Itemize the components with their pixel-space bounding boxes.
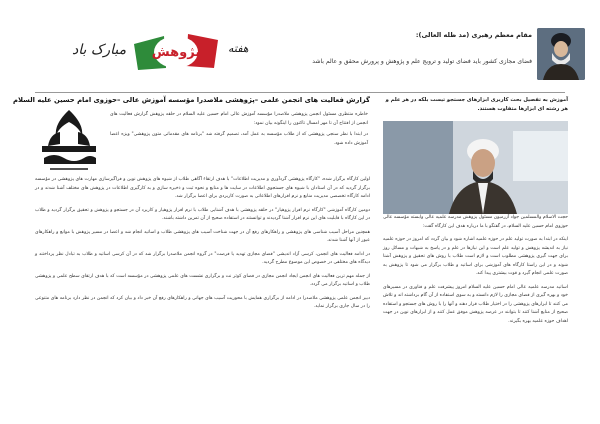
left-paragraph: دبیر انجمن علمی پژوهشی ملاصدرا در ادامه از برگزاری همایش با محوریت آسیب های جهانی و راهکارهای رفع آن خبر داد و بیان کرد که انجمن در نظر دارد برنامه های متنوعی را در سال جاری برگزار نماید. (35, 295, 370, 309)
anjoman-emblem (34, 106, 104, 176)
left-paragraph: اولین کارگاه برگزار شده، "کارگاه پژوهشی گردآوری و مدیریت اطلاعات" با هدف ارتقاء آگاهی طلاب از شیوه های پژوهش نوین و فراگیرسازی مهارت های پژوهشی در مؤسسه برگزار گردید که در آن استادان با شیوه های جستجوی اطلاعات در سایت ها و منابع و نحوه ثبت و ذخیره سازی و به کارگیری اطلاعات در پژوهش های مختلف آشنا شدند و در ادامه کارگاه تخصصی مدیریت منابع و نرم افزارهای اطلاعاتی به صورت کاربردی برای اعضا برگزار شد. (35, 177, 370, 199)
article-title: گزارش فعالیت های انجمن علمی –پژوهشی ملاصدرا مؤسسه آموزش عالی –حوزوی امام حسین علیه السلام (13, 96, 370, 104)
week-label: هفته (228, 42, 249, 55)
left-paragraph: در ادامه فعالیت های انجمن، کرسی آزاد اندیشی "فضای مجازی تهدید یا فرصت" در گروه انجمن ملاصدرا برگزار شد که در آن کرسی اساتید و طلاب به تبادل نظر پرداختند و دیدگاه های مختلفی در خصوص این موضوع مطرح گردید. (35, 251, 370, 265)
left-paragraph: دومین کارگاه آموزشی "کارگاه نرم افزار پژوهیار" در حلقه پژوهشی با هدف آشنایی طلاب با نرم افزار پژوهیار و کاربرد آن در جستجو و پژوهش و تحقیق برگزار گردید و طلاب در این کارگاه با قابلیت های این نرم افزار آشنا گردیدند و توانستند در استفاده صحیح از آن تمرین داشته باشند. (35, 207, 370, 221)
intro-paragraph: خاطره منتظری مسئول انجمن پژوهشی ملاصدرا مؤسسه آموزش عالی امام حسین علیه السلام در حلقه پژوهش گزارش فعالیت های انجمن از افتتاح آن تا مهر امسال تاکنون را اینگونه بیان نمود: (110, 112, 368, 126)
left-paragraph: همچنین مراحل آسیب شناسی های پژوهشی و راهکارهای رفع آن در جهت شناخت آسیب های پژوهشی طلاب و اساتید انجام شد و اعضا در مسیر پژوهش با موانع و راهکارهای عبور از آنها آشنا شدند. (35, 229, 370, 243)
right-intro: آموزش به تفصیل بحث کاربری ابزارهای جستجو تیست بلکه در هر علم و هر رشته ای ابزارها متفاوت هستند. (385, 97, 568, 112)
right-paragraph: اساتید مدرسه علمیه عالی امام حسین علیه السلام امروز پیشرفت علم و فناوری در مسیرهای خود و بهره گیری از فضای مجازی را لازم دانسته و به سوی استفاده از آن گام برداشته اند و تلاش می کنند تا ابزارهای پژوهشی را در اختیار طلاب قرار دهند و آنها را با روش های جستجو و استفاده صحیح از منابع آشنا کنند تا بتوانند در عرصه پژوهش موفق عمل کنند و از ابزارهای نوین در جهت اهداف حوزه علمیه بهره بگیرند. (383, 284, 568, 324)
leader-quote: فضای مجازی کشور باید فضای تولید و ترویج علم و پژوهش و پرورش محقق و عالم باشد (312, 58, 532, 65)
left-paragraph: از جمله مهم ترین فعالیت های انجمن ایجاد انجمن مجازی در فضای کوثر نت و برگزاری نشست های علمی پژوهشی در مؤسسه است که با هدف ارتقای سطح علمی و پژوهشی طلاب و اساتید برگزار می گردد. (35, 273, 370, 287)
left-article-body (35, 176, 370, 317)
header-divider (35, 92, 565, 93)
intro-paragraph: در ابتدا با نظر سنجی پژوهشی که از طلاب مؤسسه به عمل آمد، تصمیم گرفته شد "برنامه های مقدماتی متون پژوهشی" ویژه اعضا آموزش داده شود. (110, 132, 368, 146)
speaker-photo (383, 121, 568, 214)
right-paragraph: حجت الاسلام والمسلمین جواد آزرمیون مسئول پژوهش مدرسه علمیه عالی وابسته مؤسسه عالی حوزوی امام حسین علیه السلام، در گفتگو با ما درباره هدف این کارگاه گفت: (383, 215, 568, 229)
congrats-label: مبارک باد (72, 42, 127, 58)
right-paragraph: اینکه در ابتدا به صورت تولید علم در حوزه علمیه اشاره شود و بیان گردد که امروز در حوزه علمیه نیاز به اندیشه پژوهش و تولید علم است و این نیازها در علم و در پاسخ به شبهات و مسائل روز برای جهت گیری پژوهشی مطلوب است و لازم است طلاب با روش های تحقیق و پژوهش آشنا شوند و در این راستا کارگاه های آموزشی برای اساتید و طلاب برگزار می شود تا پژوهش به صورت علمی انجام گیرد و قوت بیشتری پیدا کند. (383, 237, 568, 276)
logo-text: پژوهش (151, 45, 201, 60)
header (0, 0, 600, 92)
research-week-logo (130, 28, 222, 76)
left-intro (110, 111, 368, 151)
right-article-body (383, 214, 568, 331)
leader-title: مقام معظم رهبری (مد ظله العالی): (415, 31, 532, 39)
leader-portrait (537, 28, 585, 80)
